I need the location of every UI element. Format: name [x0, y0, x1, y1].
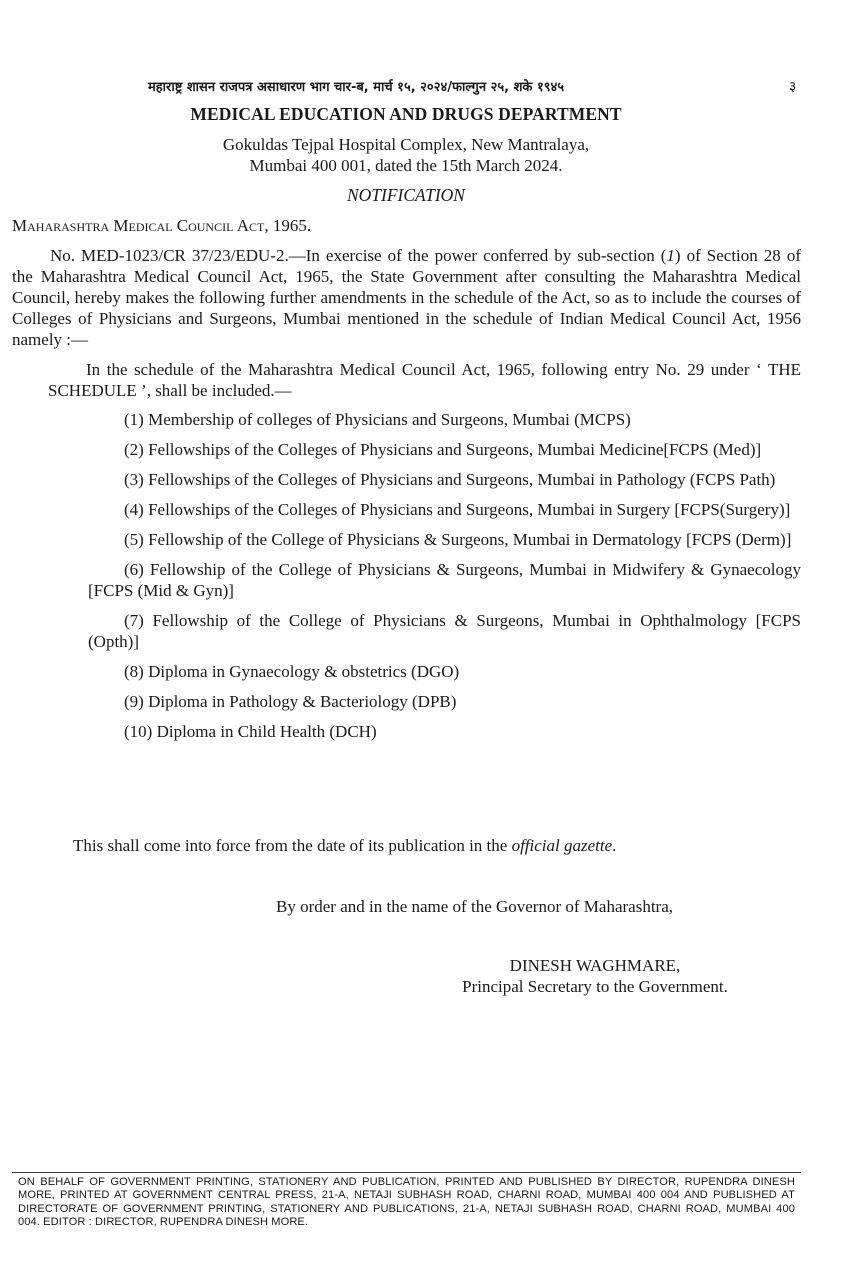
- department-name: MEDICAL EDUCATION AND DRUGS DEPARTMENT: [190, 104, 622, 124]
- signatory-title: Principal Secretary to the Government.: [462, 977, 728, 996]
- signatory-block: [434, 955, 756, 997]
- notification-body: [12, 245, 801, 350]
- body-text-part-2: ) of Section 28 of the Maharashtra Medical Council Act, 1965, the State Government after consulting the Maharashtra Medical Council, hereby makes the following further amendments in the schedule of the Act, so as to include the courses of Colleges of Physicians and Surgeons, Mumbai mentioned in the schedule of Indian Medical Council Act, 1956 namely :—: [12, 246, 801, 349]
- schedule-item: (3) Fellowships of the Colleges of Physicians and Surgeons, Mumbai in Pathology (FCPS Path): [124, 470, 776, 489]
- schedule-intro: In the schedule of the Maharashtra Medical Council Act, 1965, following entry No. 29 under ‘ THE SCHEDULE ’, shall be included.—: [48, 360, 801, 400]
- address-line-2: Mumbai 400 001, dated the 15th March 2024.: [249, 156, 563, 175]
- schedule-item: (5) Fellowship of the College of Physicians & Surgeons, Mumbai in Dermatology [FCPS (Derm)]: [124, 530, 792, 549]
- official-gazette-phrase: official gazette: [511, 836, 613, 855]
- notification-heading: NOTIFICATION: [347, 185, 465, 205]
- act-title: Maharashtra Medical Council Act, 1965.: [12, 216, 312, 235]
- schedule-item: (7) Fellowship of the College of Physicians & Surgeons, Mumbai in Ophthalmology [FCPS (Opth)]: [88, 611, 801, 651]
- footer-divider: [12, 1172, 801, 1173]
- schedule-item: (2) Fellowships of the Colleges of Physicians and Surgeons, Mumbai Medicine[FCPS (Med)]: [124, 440, 762, 459]
- order-line: By order and in the name of the Governor of Maharashtra,: [276, 897, 674, 916]
- gazette-header-title: महाराष्ट्र शासन राजपत्र असाधारण भाग चार-ब, मार्च १५, २०२४/फाल्गुन २५, शके १९४५: [148, 80, 564, 95]
- address-line-1: Gokuldas Tejpal Hospital Complex, New Mantralaya,: [222, 135, 590, 154]
- schedule-item: (8) Diploma in Gynaecology & obstetrics (DGO): [124, 662, 460, 681]
- schedule-item: (10) Diploma in Child Health (DCH): [124, 722, 377, 741]
- schedule-item: (9) Diploma in Pathology & Bacteriology (DPB): [124, 692, 457, 711]
- subsection-number: 1: [666, 246, 675, 265]
- in-force-clause: [73, 836, 616, 856]
- in-force-end: .: [612, 836, 617, 855]
- signatory-name: DINESH WAGHMARE,: [509, 956, 681, 975]
- schedule-item: (4) Fellowships of the Colleges of Physicians and Surgeons, Mumbai in Surgery [FCPS(Surgery)]: [124, 500, 791, 519]
- schedule-item: (6) Fellowship of the College of Physicians & Surgeons, Mumbai in Midwifery & Gynaecology [FCPS (Mid & Gyn)]: [88, 560, 801, 600]
- body-text-part-1: No. MED-1023/CR 37/23/EDU-2.—In exercise of the power conferred by sub-section (: [50, 246, 667, 265]
- publisher-footer: ON BEHALF OF GOVERNMENT PRINTING, STATIONERY AND PUBLICATION, PRINTED AND PUBLISHED BY DIRECTOR, RUPENDRA DINESH MORE, PRINTED AT GOVERNMENT CENTRAL PRESS, 21-A, NETAJI SUBHASH ROAD, CHARNI ROAD, MUMBAI 400 004 AND PUBLISHED AT DIRECTORATE OF GOVERNMENT PRINTING, STATIONERY AND PUBLICATIONS, 21-A, NETAJI SUBHASH ROAD, CHARNI ROAD, MUMBAI 400 004. EDITOR : DIRECTOR, RUPENDRA DINESH MORE.: [18, 1176, 795, 1229]
- in-force-text: This shall come into force from the date of its publication in the: [73, 836, 512, 855]
- schedule-item: (1) Membership of colleges of Physicians and Surgeons, Mumbai (MCPS): [124, 410, 631, 429]
- schedule-items-list: [88, 409, 801, 751]
- page-number: ३: [789, 79, 797, 95]
- address-block: [0, 134, 812, 176]
